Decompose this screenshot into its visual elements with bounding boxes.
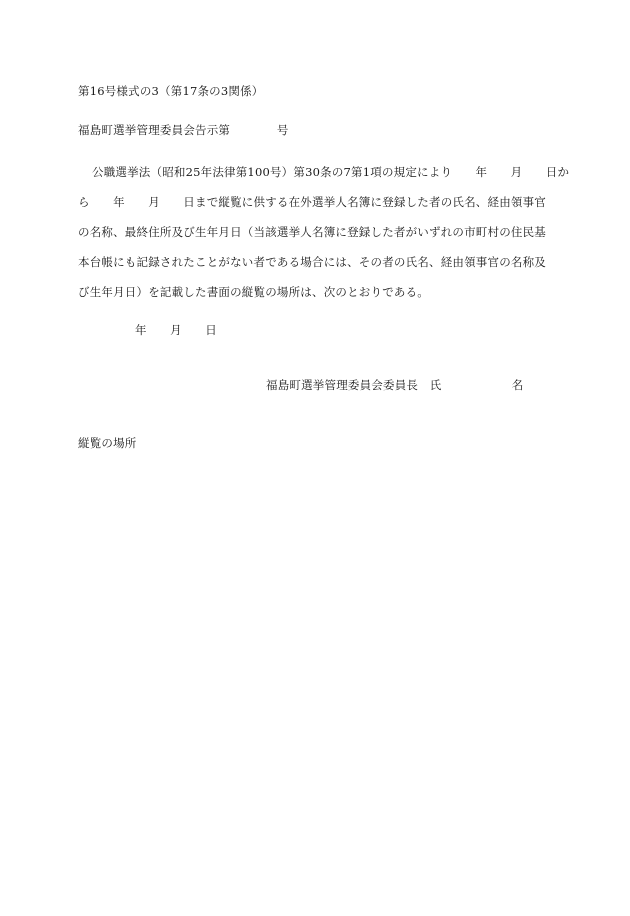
body-line: 本台帳にも記録されたことがない者である場合には、その者の氏名、経由領事官の名称及: [78, 255, 546, 269]
form-title: 第16号様式の3（第17条の3関係）: [78, 84, 264, 98]
body-line: 公職選挙法（昭和25年法律第100号）第30条の7第1項の規定により 年 月 日か: [92, 165, 570, 179]
notice-heading: 福島町選挙管理委員会告示第 号: [78, 123, 289, 137]
body-line: び生年月日）を記載した書面の縦覧の場所は、次のとおりである。: [78, 285, 429, 299]
body-line: ら 年 月 日まで縦覧に供する在外選挙人名簿に登録した者の氏名、経由領事官: [78, 195, 546, 209]
chair-signature: 福島町選挙管理委員会委員長 氏 名: [266, 378, 524, 392]
inspection-place-label: 縦覧の場所: [78, 436, 137, 450]
date-line: 年 月 日: [135, 323, 217, 337]
body-line: の名称、最終住所及び生年月日（当該選挙人名簿に登録した者がいずれの市町村の住民基: [78, 225, 546, 239]
